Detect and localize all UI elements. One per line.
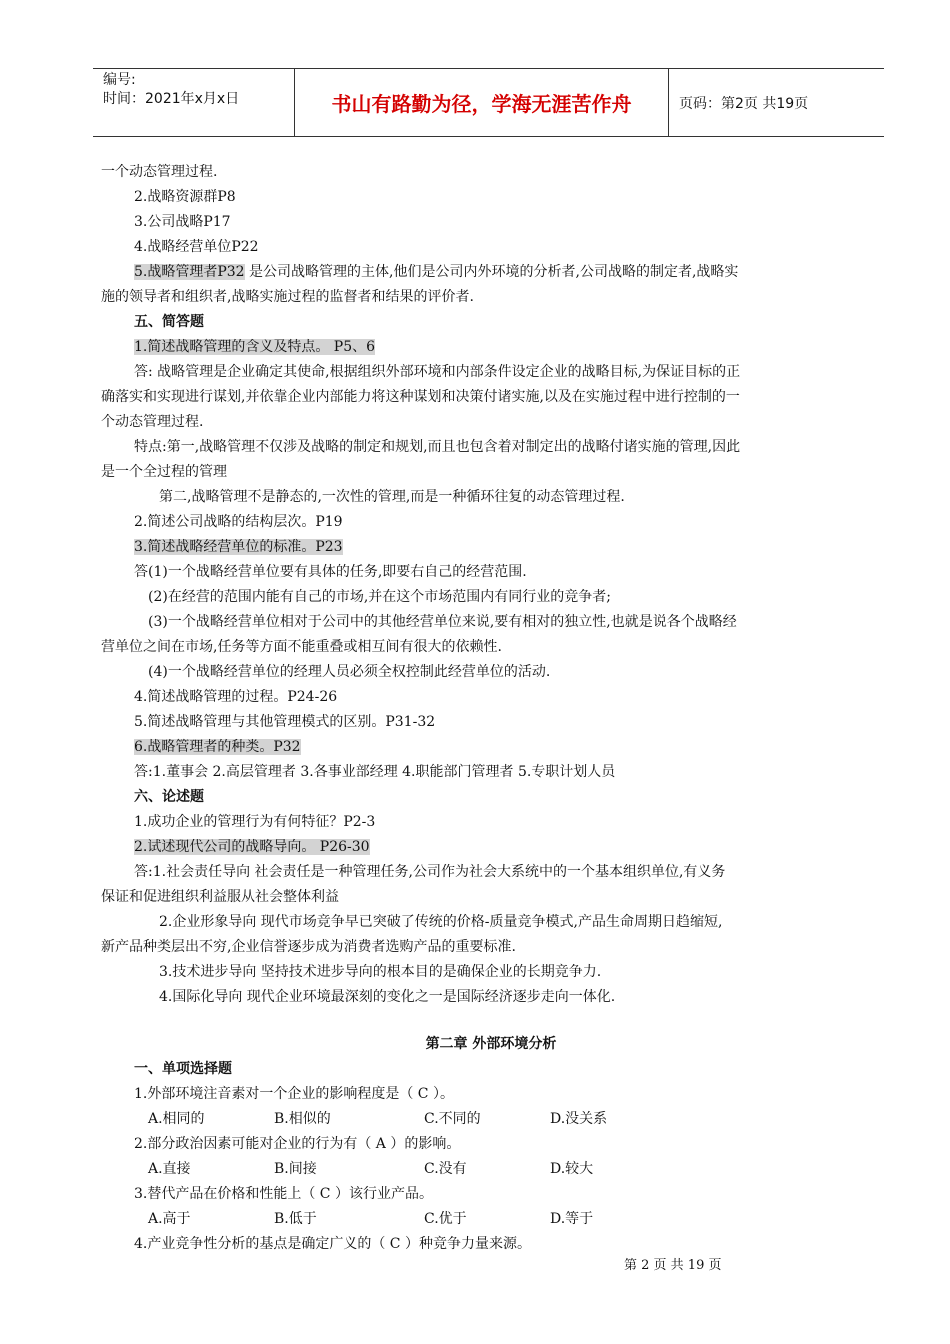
text-line: 4.战略经营单位P22 bbox=[134, 239, 259, 255]
options-row bbox=[101, 1157, 881, 1182]
text-line: 新产品种类层出不穷,企业信誉逐步成为消费者选购产品的重要标准. bbox=[101, 939, 516, 955]
text-line: 答:1.董事会 2.高层管理者 3.各事业部经理 4.职能部门管理者 5.专职计划人员 bbox=[134, 764, 616, 780]
question-line bbox=[101, 835, 881, 860]
option: B.间接 bbox=[274, 1161, 317, 1177]
highlighted-question: 1.简述战略管理的含义及特点。 P5、6 bbox=[134, 339, 376, 355]
text-line: 是一个全过程的管理 bbox=[101, 464, 227, 480]
question-line: 1.成功企业的管理行为有何特征？P2-3 bbox=[134, 814, 376, 830]
text-line: 一个动态管理过程. bbox=[101, 164, 218, 180]
text-line: (4)一个战略经营单位的经理人员必须全权控制此经营单位的活动. bbox=[148, 664, 551, 680]
text-line: 2.企业形象导向 现代市场竞争早已突破了传统的价格-质量竞争模式,产品生命周期日趋缩短, bbox=[159, 914, 723, 930]
text-line: 3.公司战略P17 bbox=[134, 214, 231, 230]
chapter-title: 第二章 外部环境分析 bbox=[425, 1036, 557, 1052]
time-label: 时间：2021年x月x日 bbox=[103, 91, 240, 107]
question-line: 2.简述公司战略的结构层次。P19 bbox=[134, 514, 343, 530]
text-line: 营单位之间在市场,任务等方面不能重叠或相互间有很大的依赖性. bbox=[101, 639, 502, 655]
header-page-info: 页码：第2页 共19页 bbox=[679, 95, 809, 112]
highlighted-term: 5.战略管理者P32 bbox=[134, 264, 245, 280]
question-line: 3.替代产品在价格和性能上（ C ）该行业产品。 bbox=[134, 1186, 433, 1202]
option: D.等于 bbox=[550, 1211, 594, 1227]
option: D.没关系 bbox=[550, 1111, 608, 1127]
highlighted-question: 6.战略管理者的种类。P32 bbox=[134, 739, 301, 755]
text-line: 答: 战略管理是企业确定其使命,根据组织外部环境和内部条件设定企业的战略目标,为保证目标的正 bbox=[134, 364, 741, 380]
option: B.相似的 bbox=[274, 1111, 331, 1127]
option: A.直接 bbox=[148, 1161, 191, 1177]
text-line: 4.国际化导向 现代企业环境最深刻的变化之一是国际经济逐步走向一体化. bbox=[159, 989, 616, 1005]
option: B.低于 bbox=[274, 1211, 317, 1227]
text-line: 答(1)一个战略经营单位要有具体的任务,即要右自己的经营范围. bbox=[134, 564, 527, 580]
option: C.不同的 bbox=[424, 1111, 481, 1127]
highlighted-question: 2.试述现代公司的战略导向。 P26-30 bbox=[134, 839, 370, 855]
question-line: 5.简述战略管理与其他管理模式的区别。P31-32 bbox=[134, 714, 436, 730]
section-heading: 五、简答题 bbox=[134, 314, 204, 330]
text-line: 答:1.社会责任导向 社会责任是一种管理任务,公司作为社会大系统中的一个基本组织单位,有义务 bbox=[134, 864, 726, 880]
section-heading: 六、论述题 bbox=[134, 789, 204, 805]
question-line: 4.产业竞争性分析的基点是确定广义的（ C ）种竞争力量来源。 bbox=[134, 1236, 531, 1252]
text-line: (3)一个战略经营单位相对于公司中的其他经营单位来说,要有相对的独立性,也就是说各个战略经 bbox=[148, 614, 737, 630]
text-line: 施的领导者和组织者,战略实施过程的监督者和结果的评价者. bbox=[101, 289, 474, 305]
question-line: 4.简述战略管理的过程。P24-26 bbox=[134, 689, 338, 705]
options-row bbox=[101, 1207, 881, 1232]
question-line bbox=[101, 535, 881, 560]
text-line: 特点:第一,战略管理不仅涉及战略的制定和规划,而且也包含着对制定出的战略付诸实施的管理,因此 bbox=[134, 439, 741, 455]
text-line bbox=[101, 260, 881, 285]
question-line: 1.外部环境注音素对一个企业的影响程度是（ C ）。 bbox=[134, 1086, 454, 1102]
text-line: 确落实和实现进行谋划,并依靠企业内部能力将这种谋划和决策付诸实施,以及在实施过程中进行控制的一 bbox=[101, 389, 740, 405]
question-line bbox=[101, 335, 881, 360]
text-line: 3.技术进步导向 坚持技术进步导向的根本目的是确保企业的长期竞争力. bbox=[159, 964, 602, 980]
text-span: 是公司战略管理的主体,他们是公司内外环境的分析者,公司战略的制定者,战略实 bbox=[244, 264, 739, 280]
text-line: 2.战略资源群P8 bbox=[134, 189, 236, 205]
option: D.较大 bbox=[550, 1161, 594, 1177]
header-motto: 书山有路勤为径，学海无涯苦作舟 bbox=[295, 69, 669, 136]
document-body bbox=[101, 160, 881, 1257]
text-line: 第二,战略管理不是静态的,一次性的管理,而是一种循环往复的动态管理过程. bbox=[159, 489, 625, 505]
serial-label: 编号: bbox=[103, 72, 136, 88]
options-row bbox=[101, 1107, 881, 1132]
question-line bbox=[101, 735, 881, 760]
page-footer: 第 2 页 共 19 页 bbox=[624, 1258, 722, 1273]
option: A.相同的 bbox=[148, 1111, 205, 1127]
highlighted-question: 3.简述战略经营单位的标准。P23 bbox=[134, 539, 343, 555]
spacer bbox=[101, 1010, 881, 1032]
text-line: 保证和促进组织利益服从社会整体利益 bbox=[101, 889, 339, 905]
text-line: (2)在经营的范围内能有自己的市场,并在这个市场范围内有同行业的竞争者; bbox=[148, 589, 611, 605]
section-heading: 一、单项选择题 bbox=[134, 1061, 232, 1077]
option: C.没有 bbox=[424, 1161, 467, 1177]
text-line: 个动态管理过程. bbox=[101, 414, 204, 430]
option: A.高于 bbox=[148, 1211, 191, 1227]
header-meta bbox=[93, 69, 295, 136]
page-header bbox=[93, 68, 884, 137]
question-line: 2.部分政治因素可能对企业的行为有（ A ）的影响。 bbox=[134, 1136, 461, 1152]
option: C.优于 bbox=[424, 1211, 467, 1227]
